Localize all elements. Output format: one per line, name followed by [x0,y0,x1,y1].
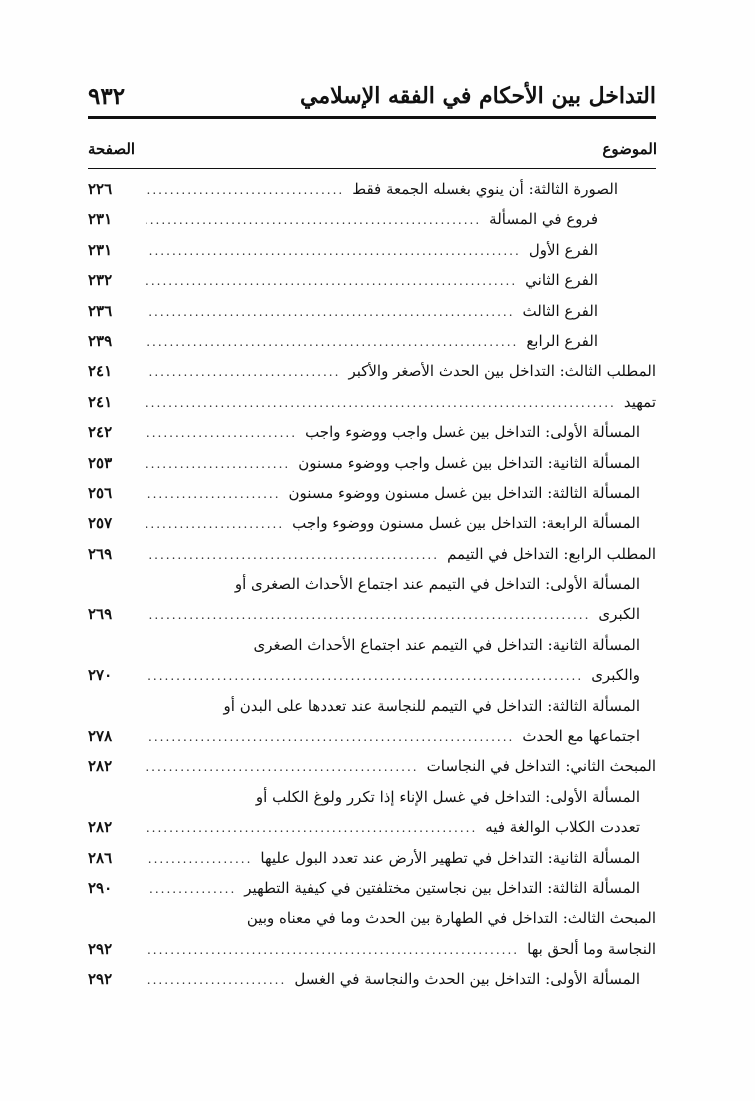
toc-entry-title: الفرع الأول [528,240,598,259]
toc-entry-title: المسألة الثانية: التداخل في التيمم عند اجتماع الأحداث الصغرى [253,635,640,654]
toc-entry-title: المسألة الثالثة: التداخل بين غسل مسنون ووضوء مسنون [288,483,640,502]
toc-entry [88,599,656,629]
toc-entry-page: ٢٩٢ [88,970,113,989]
toc-entry [88,903,656,933]
toc-entry-page: ٢٨٢ [88,757,113,776]
toc-entry-title: المسألة الأولى: التداخل بين غسل واجب ووضوء واجب [305,423,640,442]
toc-entry-title: اجتماعها مع الحدث [522,727,640,746]
toc-entry [88,630,656,660]
toc-entry [88,843,656,873]
toc-entry-title: تعددت الكلاب الوالغة فيه [485,818,640,837]
toc-entry-title: الفرع الرابع [526,331,598,350]
toc-entry [88,782,656,812]
dot-leader [146,175,344,205]
toc-entry [88,569,656,599]
dot-leader [146,236,521,266]
toc-entry [88,660,656,690]
toc-entry [88,751,656,781]
dot-leader [146,509,284,539]
toc-entry-title: والكبرى [591,666,640,685]
toc-entry-page: ٢٥٦ [88,483,113,502]
toc-entry-page: ٢٧٠ [88,666,113,685]
toc-entry-page: ٢٨٦ [88,848,113,867]
toc-entry-page: ٢٦٩ [88,544,113,563]
toc-entry-title: الفرع الثاني [525,271,598,290]
toc-entry-page: ٢٤١ [88,392,113,411]
toc-entry-page: ٢٣٩ [88,331,113,350]
toc-entry-page: ٢٣٢ [88,271,113,290]
dot-leader [146,205,481,235]
dot-leader [146,327,518,357]
toc-entry [88,417,656,447]
toc-entry-page: ٢٦٩ [88,605,113,624]
dot-leader [146,722,514,752]
dot-leader [146,357,340,387]
toc-entry-title: النجاسة وما ألحق بها [527,939,656,958]
toc-entry [88,356,656,386]
toc-entry-title: المسألة الثانية: التداخل في تطهير الأرض عند تعدد البول عليها [260,848,640,867]
toc-entry [88,387,656,417]
dot-leader [146,874,236,904]
toc-entry-page: ٢٧٨ [88,727,113,746]
toc-entry-title: المسألة الثانية: التداخل بين غسل واجب ووضوء مسنون [298,453,640,472]
dot-leader [146,418,297,448]
dot-leader [146,844,252,874]
column-rule [88,168,656,169]
toc-entry [88,934,656,964]
toc-entry-page: ٢٤٢ [88,423,113,442]
toc-entry [88,964,656,994]
toc-entry-title: المطلب الثالث: التداخل بين الحدث الأصغر والأكبر [348,362,656,381]
toc-entry-title: المبحث الثالث: التداخل في الطهارة بين الحدث وما في معناه وبين [246,909,656,928]
toc-entry-page: ٢٩٠ [88,878,113,897]
toc-entry-title: الفرع الثالث [522,301,598,320]
toc-entry [88,873,656,903]
toc-entry [88,235,656,265]
toc-entry-page: ٢٨٢ [88,818,113,837]
toc-entry-page: ٢٣١ [88,240,113,259]
page-number: ٩٣٢ [88,82,126,110]
toc-entry [88,539,656,569]
toc-entry-title: تمهيد [623,392,656,411]
toc-entry-page: ٢٣٦ [88,301,113,320]
page-column-label: الصفحة [88,140,136,158]
toc-entry-title: المسألة الثالثة: التداخل بين نجاستين مختلفتين في كيفية التطهير [244,878,640,897]
dot-leader [146,813,477,843]
toc-entry [88,204,656,234]
toc-entry [88,265,656,295]
toc-entry-title: المسألة الثالثة: التداخل في التيمم للنجاسة عند تعددها على البدن أو [223,696,640,715]
dot-leader [146,752,419,782]
book-title: التداخل بين الأحكام في الفقه الإسلامي [300,83,656,109]
dot-leader [146,600,590,630]
toc-entry [88,296,656,326]
toc-entry-title: الكبرى [598,605,640,624]
toc-entry [88,174,656,204]
toc-entry [88,721,656,751]
running-head [88,76,656,116]
toc-entry [88,812,656,842]
dot-leader [146,935,519,965]
dot-leader [146,661,583,691]
toc-entry-title: المطلب الرابع: التداخل في التيمم [447,544,656,563]
toc-entry-title: المسألة الأولى: التداخل بين الحدث والنجاسة في الغسل [294,970,640,989]
dot-leader [146,297,515,327]
toc-entry-title: المسألة الرابعة: التداخل بين غسل مسنون ووضوء واجب [292,514,640,533]
toc-entry-page: ٢٥٣ [88,453,113,472]
subject-column-label: الموضوع [602,140,657,158]
toc-entry [88,508,656,538]
toc-entry-page: ٢٣١ [88,210,113,229]
toc-entry-title: المسألة الأولى: التداخل في التيمم عند اجتماع الأحداث الصغرى أو [234,575,640,594]
dot-leader [146,965,286,995]
toc-entry-page: ٢٩٢ [88,939,113,958]
dot-leader [146,540,439,570]
dot-leader [146,388,616,418]
table-of-contents [88,174,656,995]
toc-entry [88,326,656,356]
toc-entry-title: فروع في المسألة [489,210,598,229]
dot-leader [146,479,281,509]
toc-entry-page: ٢٥٧ [88,514,113,533]
toc-entry [88,448,656,478]
dot-leader [146,266,517,296]
dot-leader [146,449,290,479]
toc-entry-title: الصورة الثالثة: أن ينوي بغسله الجمعة فقط [352,180,618,198]
toc-entry [88,478,656,508]
header-rule [88,116,656,119]
toc-entry-title: المبحث الثاني: التداخل في النجاسات [426,757,656,776]
toc-entry [88,691,656,721]
toc-entry-page: ٢٤١ [88,362,113,381]
toc-entry-title: المسألة الأولى: التداخل في غسل الإناء إذا تكرر ولوغ الكلب أو [255,787,640,806]
toc-entry-page: ٢٢٦ [88,180,113,198]
